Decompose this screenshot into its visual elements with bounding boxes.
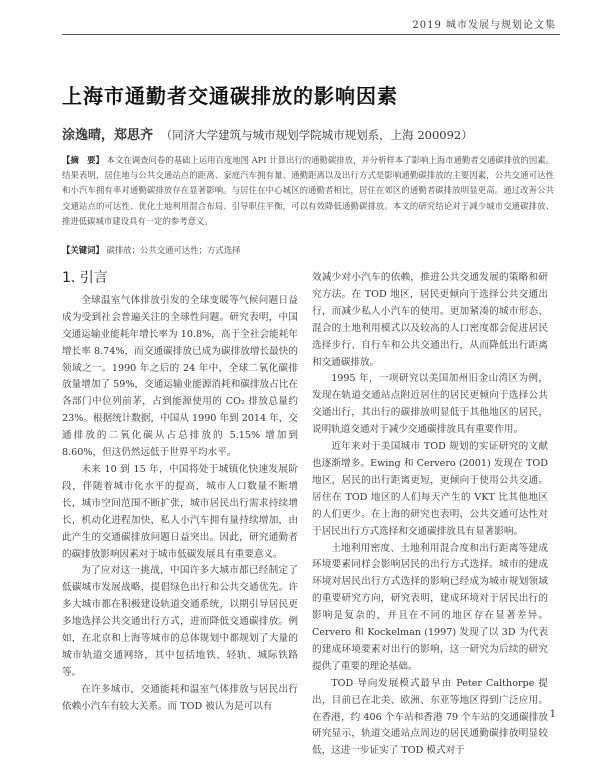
page-number: 1: [549, 709, 556, 720]
paragraph: 1995 年，一项研究以美国加州旧金山湾区为例，发现在轨道交通站点附近居住的居民更倾向于选择公共交通出行，其出行的碳排放明显低于其他地区的居民，说明轨道交通对于减少交通碳排放具有重要作用。: [312, 373, 548, 436]
keywords-label: 【关键词】: [62, 245, 104, 255]
keywords: [62, 244, 554, 256]
left-column: [62, 270, 298, 716]
section-heading-introduction: 1. 引言: [62, 270, 108, 286]
header-divider: [62, 34, 560, 35]
paragraph: 近年来对于美国城市 TOD 规划的实证研究的文献也逐渐增多。Ewing 和 Cervero (2001) 发现在 TOD 地区，居民的出行距离更短，更倾向于使用公共交通。居住在 TOD 地区的人们每天产生的 VKT 比其他地区的人们更少。在上海的研究也表明，公共交通可达性对于居民出行方式选择和交通碳排放具有显著影响。: [312, 441, 548, 537]
paragraph: 土地利用密度、土地利用混合度和出行距离等建成环境要素同样会影响居民的出行方式选择。城市的建成环境对居民出行方式选择的影响已经成为城市规划领域的重要研究方向，研究表明，建成环境对于居民出行的影响是复杂的，并且在不同的地区存在显著差异。Cervero 和 Kockelman (1997) 发现了以 3D 为代表的建成环境要素对出行的影响，这一研究为后续的研究提供了重要的理论基础。: [312, 542, 548, 672]
paragraph: 在许多城市，交通能耗和温室气体排放与居民出行依赖小汽车有较大关系。而 TOD 被认为是可以有: [62, 683, 298, 712]
author-line: [62, 124, 473, 143]
author-names: 涂逸晴，郑思齐: [62, 128, 154, 143]
paragraph: 为了应对这一挑战，中国许多大城市都已经制定了低碳城市发展战略，提倡绿色出行和公共交通优先。许多大城市都在积极建设轨道交通系统，以期引导居民更多地选择公共交通出行方式，进而降低交通碳排放。例如，在北京和上海等城市的总体规划中都规划了大量的城市轨道交通网络，其中包括地铁、轻轨、城际铁路等。: [62, 565, 298, 678]
keywords-text: 碳排放；公共交通可达性；方式选择: [106, 245, 241, 255]
author-affiliation: （同济大学建筑与城市规划学院城市规划系，上海 200092）: [160, 128, 473, 142]
abstract-label: 【摘 要】: [62, 155, 104, 165]
paper-title: 上海市通勤者交通碳排放的影响因素: [62, 84, 398, 108]
journal-header: 2019 城市发展与规划论文集: [412, 20, 556, 31]
paragraph: 效减少对小汽车的依赖，推进公共交通发展的策略和研究方法。在 TOD 地区，居民更倾向于选择公共交通出行，而减少私人小汽车的使用。更加紧凑的城市形态、混合的土地利用模式以及较高的人口密度都会促进居民选择步行、自行车和公共交通出行，从而降低出行距离和交通碳排放。: [312, 272, 548, 368]
abstract: [62, 153, 554, 229]
paragraph: 未来 10 到 15 年，中国将处于城镇化快速发展阶段，伴随着城市化水平的提高，城市人口数量不断增长，城市空间范围不断扩张，城市居民出行需求持续增长，机动化进程加快，私人小汽车拥有量持续增加，由此产生的交通碳排放问题日益突出。因此，研究通勤者的碳排放影响因素对于城市低碳发展具有重要意义。: [62, 463, 298, 560]
right-column: [312, 270, 548, 760]
abstract-text: 本文在调查问卷的基础上运用百度地图 API 计算出行的通勤碳排放，并分析样本了影响上海市通勤者交通碳排放的因素。结果表明，居住地与公共交通站点的距离、家庭汽车拥有量、通勤距离以及出行方式是影响通勤碳排放的主要因素，公共交通可达性和小汽车拥有率对通勤碳排放存在显著影响。与居住在中心城区的通勤者相比，居住在郊区的通勤者碳排放明显更高。通过改善公共交通站点的可达性、优化土地利用混合布局、引导职住平衡，可以有效降低通勤碳排放。本文的研究结论对于减少城市交通碳排放、推进低碳城市建设具有一定的参考意义。: [62, 155, 555, 226]
paragraph: 全球温室气体排放引发的全球变暖等气候问题日益成为受到社会普遍关注的全球性问题。研究表明，中国交通运输业能耗年增长率为 10.8%，高于全社会能耗年增长率 8.74%，而交通碳排放已成为碳排放增长最快的领域之一。1990 年之后的 24 年中，全球二氧化碳排放量增加了 59%，交通运输业能源消耗和碳排放占比在各部门中位列前茅，占到能源使用的 CO₂ 排放总量约 23%。根据统计数据，中国从 1990 年到 2014 年，交通排放的二氧化碳从占总排放的 5.15% 增加到 8.60%，但这仍然远低于世界平均水平。: [62, 294, 298, 459]
paragraph: TOD 导向发展模式最早由 Peter Calthorpe 提出，目前已在北美、欧洲、东亚等地区得到广泛应用。在香港，约 406 个车站和香港 79 个车站的交通碳排放研究显示，轨道交通站点周边的居民通勤碳排放明显较低，这进一步证实了 TOD 模式对于: [312, 677, 548, 757]
